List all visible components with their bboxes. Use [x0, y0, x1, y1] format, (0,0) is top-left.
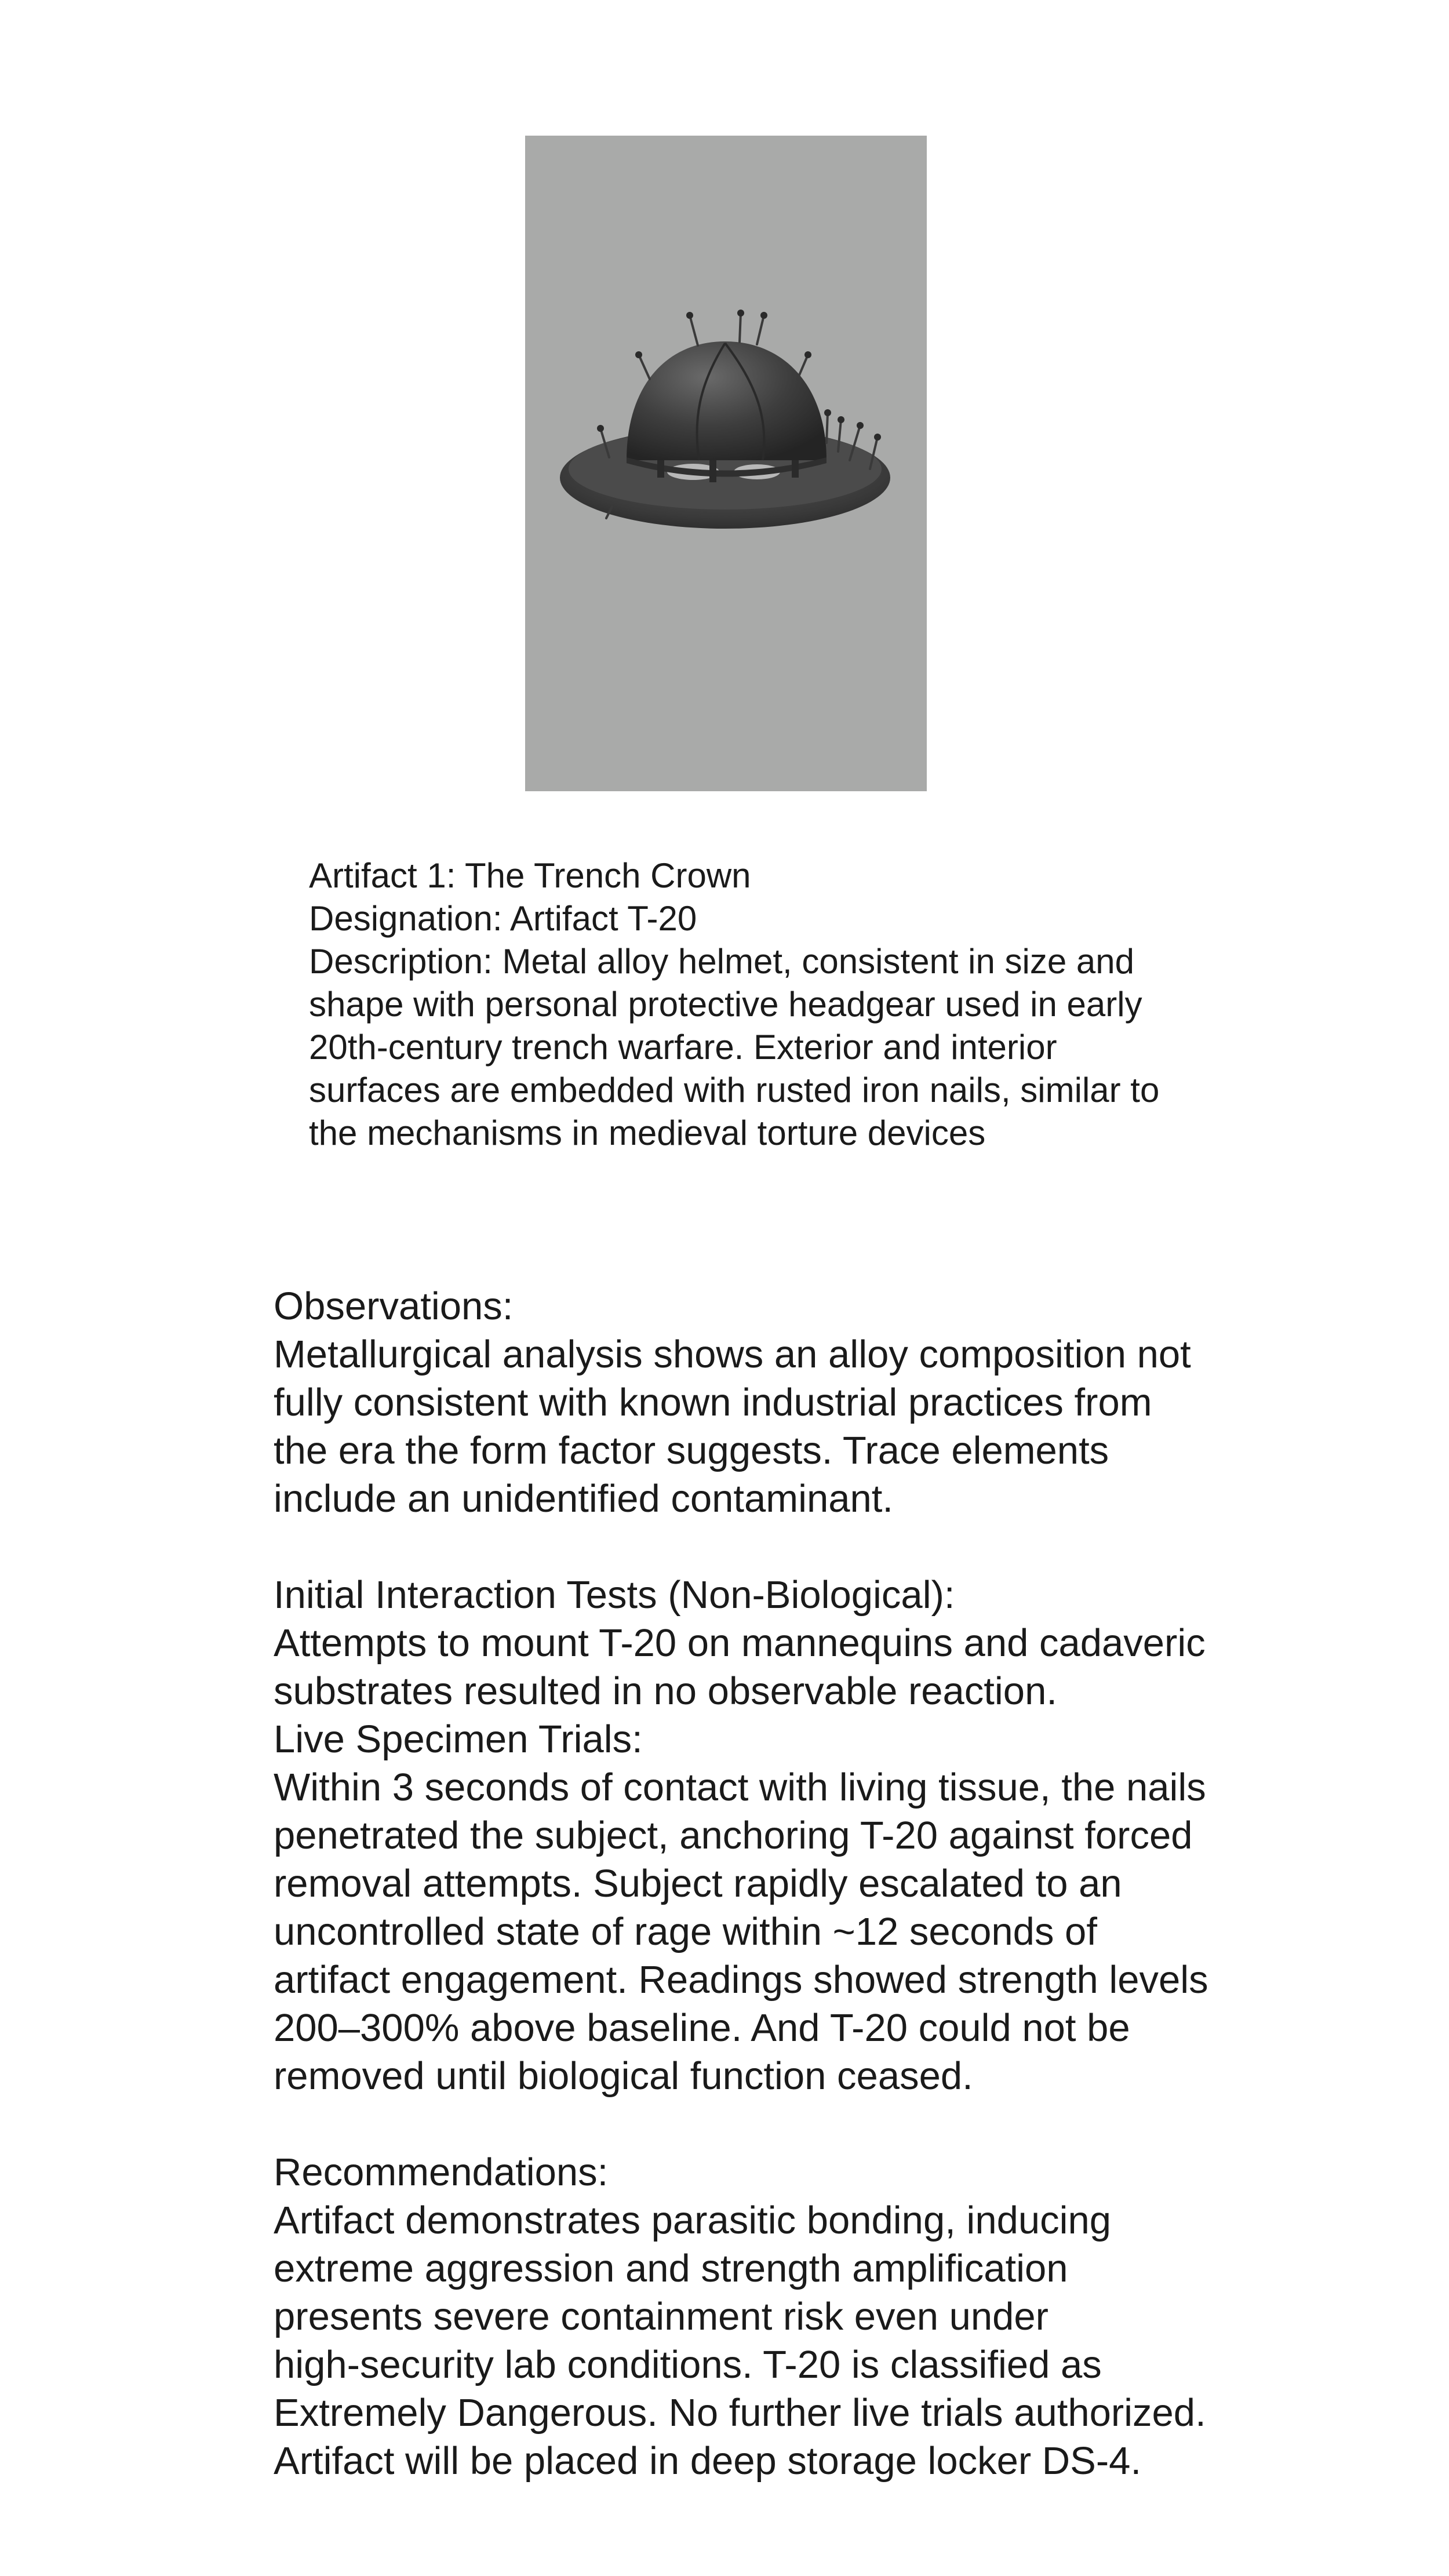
artifact-description-line: surfaces are embedded with rusted iron nails, similar to	[309, 1071, 1160, 1109]
observations-line: Metallurgical analysis shows an alloy composition not	[274, 1333, 1191, 1376]
artifact-description-line: Description: Metal alloy helmet, consistent in size and	[309, 942, 1135, 981]
artifact-image	[525, 136, 927, 791]
recommendations-line: Extremely Dangerous. No further live trials authorized.	[274, 2391, 1206, 2435]
recommendations-heading: Recommendations:	[274, 2151, 609, 2194]
recommendations-line: extreme aggression and strength amplification	[274, 2247, 1068, 2290]
live-trials-heading: Live Specimen Trials:	[274, 1718, 643, 1761]
live-trials-line: penetrated the subject, anchoring T-20 against forced	[274, 1814, 1193, 1857]
artifact-description-line: 20th-century trench warfare. Exterior and interior	[309, 1028, 1057, 1067]
live-trials-line: uncontrolled state of rage within ~12 seconds of	[274, 1910, 1097, 1953]
section-spacer	[274, 2100, 1259, 2148]
artifact-title: Artifact 1: The Trench Crown	[309, 856, 751, 895]
recommendations-line: Artifact will be placed in deep storage locker DS-4.	[274, 2439, 1142, 2483]
initial-tests-heading: Initial Interaction Tests (Non-Biological):	[274, 1573, 955, 1617]
trench-crown-helmet-illustration	[525, 136, 927, 791]
recommendations-line: Artifact demonstrates parasitic bonding, inducing	[274, 2199, 1112, 2242]
initial-tests-line: substrates resulted in no observable reaction.	[274, 1669, 1057, 1713]
live-trials-line: removed until biological function ceased.	[274, 2054, 973, 2098]
observations-line: the era the form factor suggests. Trace elements	[274, 1429, 1109, 1472]
section-spacer	[274, 1523, 1259, 1571]
recommendations-line: high-security lab conditions. T-20 is classified as	[274, 2343, 1102, 2386]
artifact-description-line: shape with personal protective headgear used in early	[309, 985, 1142, 1024]
artifact-caption	[309, 854, 1213, 1155]
recommendations-line: presents severe containment risk even under	[274, 2295, 1048, 2338]
live-trials-line: artifact engagement. Readings showed strength levels	[274, 1958, 1208, 2002]
live-trials-line: removal attempts. Subject rapidly escalated to an	[274, 1862, 1122, 1905]
initial-tests-line: Attempts to mount T-20 on mannequins and cadaveric	[274, 1621, 1206, 1665]
observations-line: include an unidentified contaminant.	[274, 1477, 894, 1520]
artifact-description-line: the mechanisms in medieval torture devices	[309, 1114, 986, 1152]
research-notes	[274, 1282, 1259, 2485]
observations-heading: Observations:	[274, 1285, 514, 1328]
helmet-dome	[627, 341, 827, 460]
live-trials-line: Within 3 seconds of contact with living tissue, the nails	[274, 1766, 1206, 1809]
live-trials-line: 200–300% above baseline. And T-20 could not be	[274, 2006, 1130, 2050]
artifact-designation: Designation: Artifact T-20	[309, 899, 697, 938]
observations-line: fully consistent with known industrial practices from	[274, 1381, 1152, 1424]
